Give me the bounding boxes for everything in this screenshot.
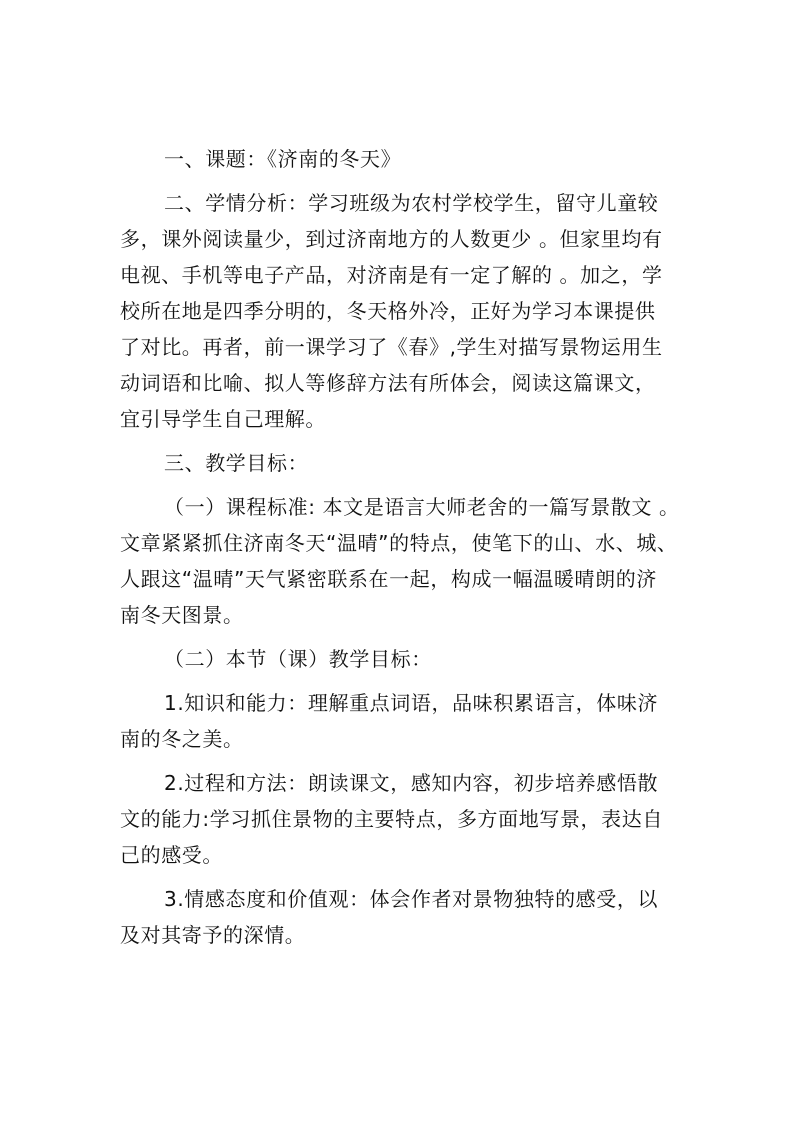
learner-analysis-line-1: 二、学情分析：学习班级为农村学校学生，留守儿童较: [164, 191, 659, 215]
knowledge-goal-line-1: 1.知识和能力：理解重点词语，品味积累语言，体味济: [164, 691, 659, 715]
learner-analysis-line-6: 动词语和比喻、拟人等修辞方法有所体会，阅读这篇课文，: [120, 371, 656, 395]
emotion-goal-line-2: 及对其寄予的深情。: [120, 923, 306, 947]
lesson-goals-heading: （二）本节（课）教学目标：: [164, 647, 432, 671]
process-goal-line-1: 2.过程和方法：朗读课文，感知内容，初步培养感悟散: [164, 771, 659, 795]
emotion-goal-line-1: 3.情感态度和价值观：体会作者对景物独特的感受，以: [164, 887, 659, 911]
learner-analysis-line-3: 电视、手机等电子产品，对济南是有一定了解的 。加之，学: [120, 263, 663, 287]
teaching-goals-heading: 三、教学目标：: [164, 451, 309, 475]
lesson-title-line: 一、课题：《济南的冬天》: [164, 147, 402, 171]
learner-analysis-line-5: 了对比。再者，前一课学习了《春》,学生对描写景物运用生: [120, 335, 663, 359]
curriculum-standard-line-2: 文章紧紧抓住济南冬天“温晴”的特点，使笔下的山、水、城、: [120, 531, 678, 555]
document-body: [120, 141, 680, 953]
learner-analysis-line-2: 多，课外阅读量少，到过济南地方的人数更少 。但家里均有: [120, 227, 663, 251]
process-goal-line-3: 己的感受。: [120, 843, 223, 867]
process-goal-line-2: 文的能力:学习抓住景物的主要特点，多方面地写景，表达自: [120, 807, 663, 831]
curriculum-standard-line-3: 人跟这“温晴”天气紧密联系在一起，构成一幅温暖晴朗的济: [120, 567, 657, 591]
curriculum-standard-line-1: （一）课程标准: 本文是语言大师老舍的一篇写景散文 。: [164, 495, 680, 519]
knowledge-goal-line-2: 南的冬之美。: [120, 727, 244, 751]
learner-analysis-line-4: 校所在地是四季分明的，冬天格外冷，正好为学习本课提供: [120, 299, 656, 323]
learner-analysis-line-7: 宜引导学生自己理解。: [120, 407, 326, 431]
curriculum-standard-line-4: 南冬天图景。: [120, 603, 244, 627]
